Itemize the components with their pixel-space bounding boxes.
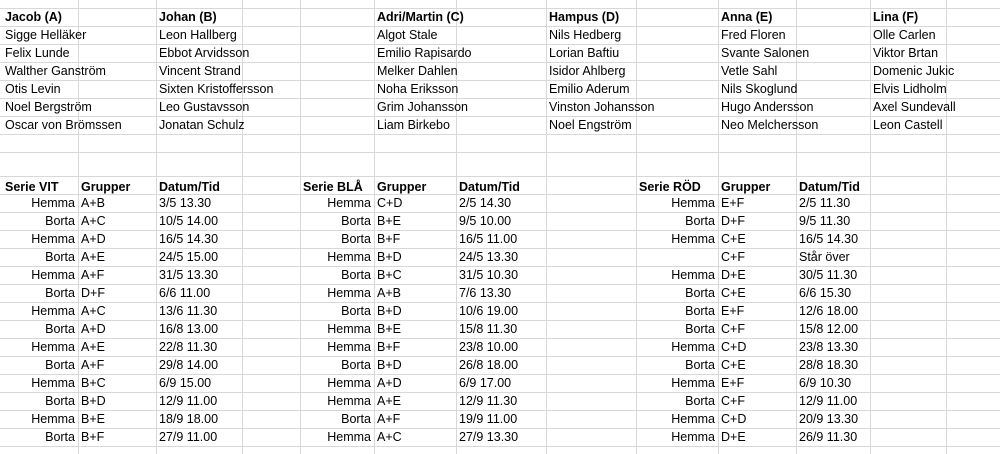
match-date-cell[interactable]: 12/9 11.00 — [799, 394, 858, 408]
match-date-cell[interactable]: 6/6 15.30 — [799, 286, 852, 300]
group-member-cell[interactable]: Vincent Strand — [159, 64, 241, 78]
match-groups-cell[interactable]: E+F — [721, 304, 745, 318]
group-member-cell[interactable]: Leo Gustavsson — [159, 100, 250, 114]
match-groups-cell[interactable]: A+E — [377, 394, 401, 408]
gridline-horizontal — [0, 446, 1000, 447]
group-member-cell[interactable]: Jonatan Schulz — [159, 118, 245, 132]
match-venue-cell[interactable]: Borta — [341, 214, 371, 228]
series-title[interactable]: Serie VIT — [5, 180, 59, 194]
match-date-cell[interactable]: 12/9 11.30 — [459, 394, 518, 408]
series-column-header-groups[interactable]: Grupper — [721, 180, 771, 194]
match-groups-cell[interactable]: B+F — [377, 232, 401, 246]
match-date-cell[interactable]: 6/9 17.00 — [459, 376, 512, 390]
match-venue-cell[interactable]: Hemma — [327, 430, 371, 444]
match-groups-cell[interactable]: A+E — [81, 340, 105, 354]
group-header[interactable]: Anna (E) — [721, 10, 773, 24]
match-venue-cell[interactable]: Borta — [45, 322, 75, 336]
group-member-cell[interactable]: Walther Ganström — [5, 64, 106, 78]
match-venue-cell[interactable]: Borta — [685, 214, 715, 228]
match-venue-cell[interactable]: Hemma — [31, 268, 75, 282]
match-groups-cell[interactable]: A+D — [81, 322, 106, 336]
match-groups-cell[interactable]: D+E — [721, 268, 746, 282]
match-date-cell[interactable]: 27/9 13.30 — [459, 430, 519, 444]
match-groups-cell[interactable]: D+F — [721, 214, 745, 228]
match-groups-cell[interactable]: C+F — [721, 322, 745, 336]
match-venue-cell[interactable]: Hemma — [31, 376, 75, 390]
group-member-cell[interactable]: Nils Hedberg — [549, 28, 622, 42]
group-member-cell[interactable]: Felix Lunde — [5, 46, 70, 60]
group-header[interactable]: Johan (B) — [159, 10, 217, 24]
match-date-cell[interactable]: 26/8 18.00 — [459, 358, 519, 372]
match-date-cell[interactable]: 10/5 14.00 — [159, 214, 219, 228]
match-date-cell[interactable]: 6/9 10.30 — [799, 376, 852, 390]
match-date-cell[interactable]: 24/5 13.30 — [459, 250, 519, 264]
match-venue-cell[interactable]: Hemma — [671, 412, 715, 426]
match-venue-cell[interactable]: Borta — [341, 232, 371, 246]
match-venue-cell[interactable]: Borta — [45, 394, 75, 408]
match-groups-cell[interactable]: B+D — [81, 394, 106, 408]
gridline-horizontal — [0, 176, 1000, 177]
match-groups-cell[interactable]: A+C — [81, 304, 106, 318]
match-date-cell[interactable]: 31/5 13.30 — [159, 268, 219, 282]
match-date-cell[interactable]: 18/9 18.00 — [159, 412, 219, 426]
match-venue-cell[interactable]: Hemma — [31, 340, 75, 354]
match-date-cell[interactable]: 9/5 10.00 — [459, 214, 512, 228]
group-header[interactable]: Hampus (D) — [549, 10, 620, 24]
match-date-cell[interactable]: 3/5 13.30 — [159, 196, 212, 210]
match-date-cell[interactable]: 10/6 19.00 — [459, 304, 519, 318]
match-venue-cell[interactable]: Borta — [341, 304, 371, 318]
match-groups-cell[interactable]: B+D — [377, 250, 402, 264]
match-groups-cell[interactable]: D+F — [81, 286, 105, 300]
match-venue-cell[interactable]: Hemma — [327, 196, 371, 210]
series-title[interactable]: Serie BLÅ — [303, 180, 363, 194]
group-member-cell[interactable]: Svante Salonen — [721, 46, 810, 60]
match-venue-cell[interactable]: Hemma — [671, 232, 715, 246]
match-groups-cell[interactable]: A+C — [377, 430, 402, 444]
match-date-cell[interactable]: 13/6 11.30 — [159, 304, 218, 318]
match-groups-cell[interactable]: A+B — [81, 196, 105, 210]
match-venue-cell[interactable]: Borta — [45, 214, 75, 228]
series-column-header-groups[interactable]: Grupper — [81, 180, 131, 194]
match-venue-cell[interactable]: Hemma — [327, 394, 371, 408]
match-venue-cell[interactable]: Hemma — [671, 376, 715, 390]
group-member-cell[interactable]: Nils Skoglund — [721, 82, 798, 96]
match-venue-cell[interactable]: Hemma — [327, 286, 371, 300]
match-date-cell[interactable]: 6/6 11.00 — [159, 286, 211, 300]
group-member-cell[interactable]: Leon Castell — [873, 118, 943, 132]
match-date-cell[interactable]: 27/9 11.00 — [159, 430, 218, 444]
match-groups-cell[interactable]: A+F — [81, 358, 105, 372]
match-groups-cell[interactable]: C+D — [721, 412, 747, 426]
match-date-cell[interactable]: 12/9 11.00 — [159, 394, 218, 408]
match-venue-cell[interactable]: Hemma — [31, 304, 75, 318]
group-member-cell[interactable]: Leon Hallberg — [159, 28, 237, 42]
series-title[interactable]: Serie RÖD — [639, 180, 701, 194]
group-header[interactable]: Jacob (A) — [5, 10, 62, 24]
match-venue-cell[interactable]: Hemma — [671, 430, 715, 444]
group-member-cell[interactable]: Noel Engström — [549, 118, 632, 132]
match-groups-cell[interactable]: E+F — [721, 376, 745, 390]
group-member-cell[interactable]: Sixten Kristoffersson — [159, 82, 274, 96]
match-groups-cell[interactable]: A+E — [81, 250, 105, 264]
match-venue-cell[interactable]: Hemma — [327, 340, 371, 354]
match-groups-cell[interactable]: B+E — [377, 214, 401, 228]
group-member-cell[interactable]: Domenic Jukic — [873, 64, 955, 78]
group-member-cell[interactable]: Hugo Andersson — [721, 100, 814, 114]
series-column-header-date[interactable]: Datum/Tid — [459, 180, 520, 194]
group-header[interactable]: Lina (F) — [873, 10, 919, 24]
group-member-cell[interactable]: Noha Eriksson — [377, 82, 459, 96]
match-groups-cell[interactable]: A+F — [81, 268, 105, 282]
group-member-cell[interactable]: Elvis Lidholm — [873, 82, 947, 96]
group-member-cell[interactable]: Ebbot Arvidsson — [159, 46, 250, 60]
match-venue-cell[interactable]: Borta — [45, 286, 75, 300]
match-venue-cell[interactable]: Hemma — [327, 322, 371, 336]
group-member-cell[interactable]: Isidor Ahlberg — [549, 64, 626, 78]
match-venue-cell[interactable]: Hemma — [327, 376, 371, 390]
match-venue-cell[interactable]: Hemma — [327, 250, 371, 264]
match-date-cell[interactable]: 16/5 14.30 — [799, 232, 859, 246]
group-member-cell[interactable]: Vetle Sahl — [721, 64, 778, 78]
match-groups-cell[interactable]: C+E — [721, 286, 746, 300]
group-member-cell[interactable]: Axel Sundevall — [873, 100, 956, 114]
match-date-cell[interactable]: 15/8 12.00 — [799, 322, 859, 336]
group-member-cell[interactable]: Olle Carlen — [873, 28, 936, 42]
match-date-cell[interactable]: 29/8 14.00 — [159, 358, 219, 372]
match-groups-cell[interactable]: C+D — [721, 340, 747, 354]
group-member-cell[interactable]: Algot Stale — [377, 28, 438, 42]
match-groups-cell[interactable]: A+F — [377, 412, 401, 426]
match-date-cell[interactable]: 16/5 11.00 — [459, 232, 518, 246]
match-venue-cell[interactable]: Borta — [45, 430, 75, 444]
match-groups-cell[interactable]: B+D — [377, 358, 402, 372]
match-venue-cell[interactable]: Hemma — [671, 340, 715, 354]
group-member-cell[interactable]: Viktor Brtan — [873, 46, 939, 60]
match-groups-cell[interactable]: B+E — [81, 412, 105, 426]
match-venue-cell[interactable]: Borta — [685, 304, 715, 318]
match-date-cell[interactable]: 12/6 18.00 — [799, 304, 859, 318]
match-venue-cell[interactable]: Borta — [341, 412, 371, 426]
group-member-cell[interactable]: Emilio Rapisardo — [377, 46, 472, 60]
match-groups-cell[interactable]: D+E — [721, 430, 746, 444]
match-groups-cell[interactable]: B+D — [377, 304, 402, 318]
group-member-cell[interactable]: Neo Melchersson — [721, 118, 819, 132]
match-date-cell[interactable]: 16/5 14.30 — [159, 232, 219, 246]
match-venue-cell[interactable]: Borta — [341, 268, 371, 282]
group-member-cell[interactable]: Grim Johansson — [377, 100, 469, 114]
group-member-cell[interactable]: Otis Levin — [5, 82, 61, 96]
match-date-cell[interactable]: Står över — [799, 250, 850, 264]
match-venue-cell[interactable]: Borta — [685, 358, 715, 372]
match-venue-cell[interactable]: Borta — [685, 394, 715, 408]
series-column-header-groups[interactable]: Grupper — [377, 180, 427, 194]
match-groups-cell[interactable]: A+D — [81, 232, 106, 246]
group-member-cell[interactable]: Vinston Johansson — [549, 100, 655, 114]
match-date-cell[interactable]: 22/8 11.30 — [159, 340, 218, 354]
group-member-cell[interactable]: Sigge Helläker — [5, 28, 87, 42]
gridline-horizontal — [0, 152, 1000, 153]
match-date-cell[interactable]: 20/9 13.30 — [799, 412, 859, 426]
match-groups-cell[interactable]: A+C — [81, 214, 106, 228]
match-date-cell[interactable]: 2/5 14.30 — [459, 196, 512, 210]
match-date-cell[interactable]: 9/5 11.30 — [799, 214, 851, 228]
match-groups-cell[interactable]: C+F — [721, 250, 745, 264]
match-date-cell[interactable]: 24/5 15.00 — [159, 250, 219, 264]
match-groups-cell[interactable]: A+D — [377, 376, 402, 390]
match-groups-cell[interactable]: A+B — [377, 286, 401, 300]
match-groups-cell[interactable]: B+C — [377, 268, 402, 282]
group-member-cell[interactable]: Noel Bergström — [5, 100, 92, 114]
match-date-cell[interactable]: 15/8 11.30 — [459, 322, 518, 336]
match-venue-cell[interactable]: Borta — [45, 358, 75, 372]
group-member-cell[interactable]: Liam Birkebo — [377, 118, 450, 132]
group-header[interactable]: Adri/Martin (C) — [377, 10, 464, 24]
match-groups-cell[interactable]: C+D — [377, 196, 403, 210]
match-venue-cell[interactable]: Borta — [685, 286, 715, 300]
match-date-cell[interactable]: 16/8 13.00 — [159, 322, 219, 336]
group-member-cell[interactable]: Lorian Baftiu — [549, 46, 620, 60]
series-column-header-date[interactable]: Datum/Tid — [159, 180, 220, 194]
match-groups-cell[interactable]: B+E — [377, 322, 401, 336]
match-groups-cell[interactable]: C+F — [721, 394, 745, 408]
match-groups-cell[interactable]: E+F — [721, 196, 745, 210]
match-date-cell[interactable]: 19/9 11.00 — [459, 412, 518, 426]
match-date-cell[interactable]: 23/8 10.00 — [459, 340, 519, 354]
match-date-cell[interactable]: 31/5 10.30 — [459, 268, 519, 282]
match-venue-cell[interactable]: Hemma — [671, 196, 715, 210]
gridline-horizontal — [0, 134, 1000, 135]
match-date-cell[interactable]: 30/5 11.30 — [799, 268, 858, 282]
match-groups-cell[interactable]: B+C — [81, 376, 106, 390]
match-venue-cell[interactable]: Borta — [341, 358, 371, 372]
match-groups-cell[interactable]: B+F — [377, 340, 401, 354]
match-groups-cell[interactable]: C+E — [721, 232, 746, 246]
match-venue-cell[interactable] — [636, 248, 718, 266]
group-member-cell[interactable]: Melker Dahlen — [377, 64, 458, 78]
series-column-header-date[interactable]: Datum/Tid — [799, 180, 860, 194]
match-date-cell[interactable]: 28/8 18.30 — [799, 358, 859, 372]
match-date-cell[interactable]: 6/9 15.00 — [159, 376, 212, 390]
group-member-cell[interactable]: Emilio Aderum — [549, 82, 630, 96]
match-venue-cell[interactable]: Hemma — [31, 196, 75, 210]
match-venue-cell[interactable]: Borta — [685, 322, 715, 336]
match-venue-cell[interactable]: Borta — [45, 250, 75, 264]
match-groups-cell[interactable]: B+F — [81, 430, 105, 444]
match-date-cell[interactable]: 2/5 11.30 — [799, 196, 851, 210]
match-venue-cell[interactable]: Hemma — [671, 268, 715, 282]
match-groups-cell[interactable]: C+E — [721, 358, 746, 372]
match-date-cell[interactable]: 23/8 13.30 — [799, 340, 859, 354]
group-member-cell[interactable]: Oscar von Brömssen — [5, 118, 122, 132]
match-date-cell[interactable]: 26/9 11.30 — [799, 430, 858, 444]
match-venue-cell[interactable]: Hemma — [31, 412, 75, 426]
match-venue-cell[interactable]: Hemma — [31, 232, 75, 246]
group-member-cell[interactable]: Fred Floren — [721, 28, 786, 42]
match-date-cell[interactable]: 7/6 13.30 — [459, 286, 512, 300]
